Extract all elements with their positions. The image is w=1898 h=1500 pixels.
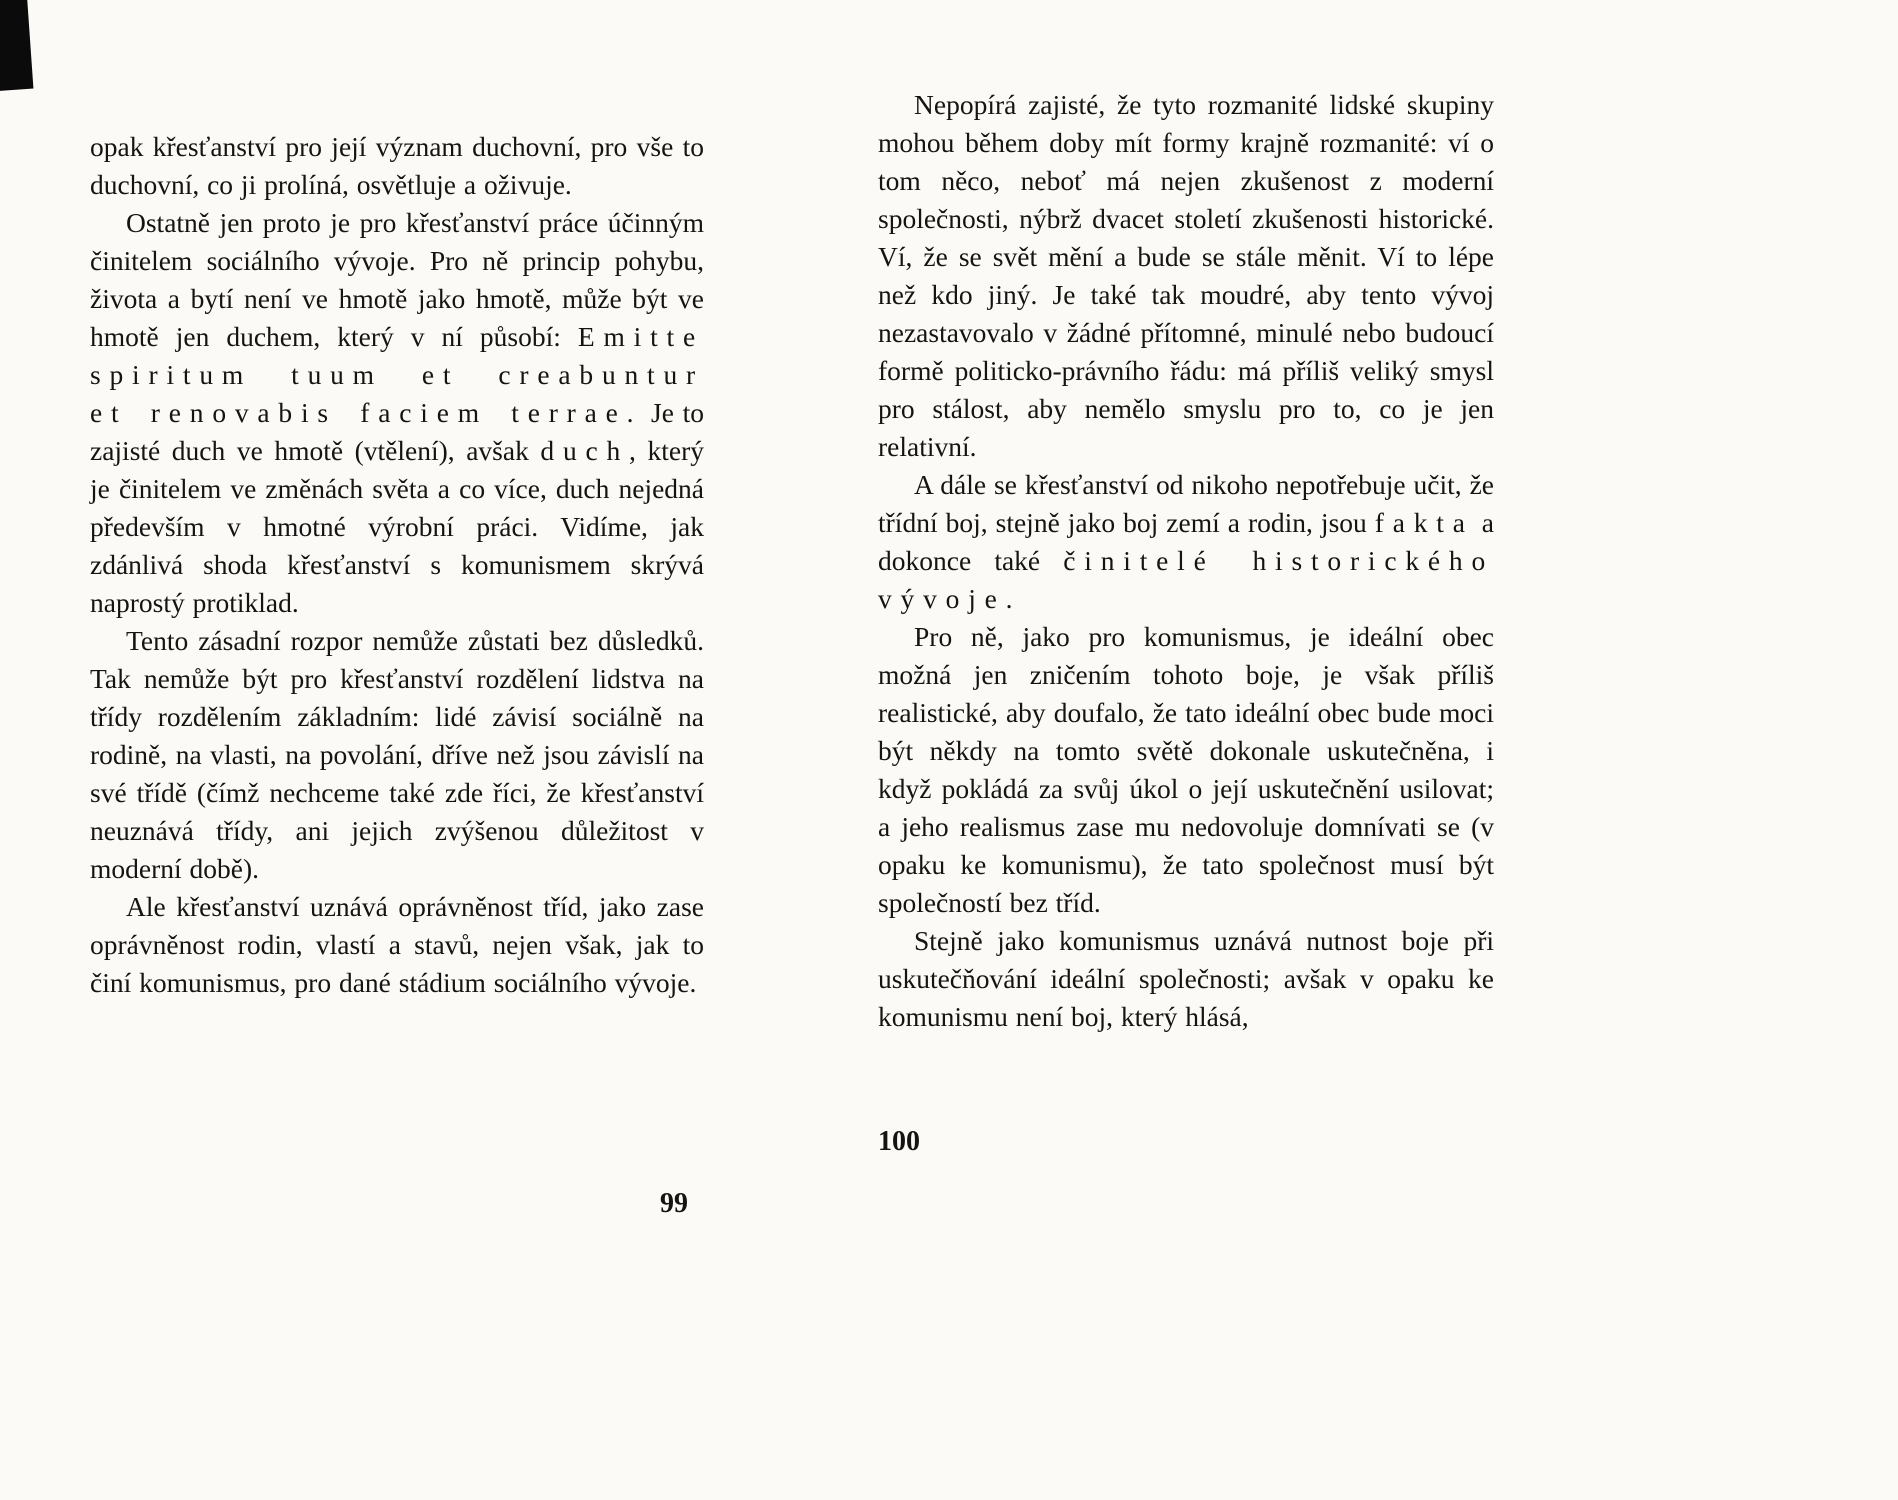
- letterspaced-emphasis-run: činitelé historického vývoje.: [878, 545, 1495, 614]
- paragraph: [90, 622, 704, 888]
- page-left: [90, 128, 704, 1002]
- text-run: Je to zajisté duch ve hmotě (vtělení), avšak: [90, 397, 704, 466]
- paragraph: [90, 128, 704, 204]
- page-number-right: 100: [878, 1126, 920, 1157]
- text-run: Ale křesťanství uznává oprávněnost tříd, jako zase oprávněnost rodin, vlastí a stavů, nejen však, jak to činí komunismus, pro dané stádium sociálního vývoje.: [90, 891, 704, 998]
- text-run: Stejně jako komunismus uznává nutnost boje při uskutečňování ideální společnosti; avšak v opaku ke komunismu není boj, který hlásá,: [878, 925, 1494, 1032]
- text-run: Tento zásadní rozpor nemůže zůstati bez důsledků. Tak nemůže být pro křesťanství rozdělení lidstva na třídy rozdělením základním: lidé závisí sociálně na rodině, na vlasti, na povolání, dříve než jsou závislí na své třídě (čímž nechceme také zde říci, že křesťanství neuznává třídy, ani jejich zvýšenou důležitost v moderní době).: [90, 625, 704, 884]
- text-run: A dále se křesťanství od nikoho nepotřebuje učit, že třídní boj, stejně jako boj zemí a rodin, jsou: [878, 469, 1494, 538]
- text-run: opak křesťanství pro její význam duchovní, pro vše to duchovní, co ji prolíná, osvětluje a oživuje.: [90, 131, 704, 200]
- page-right: [878, 86, 1494, 1036]
- paragraph: [878, 86, 1494, 466]
- paragraph: [878, 618, 1494, 922]
- text-run: , který je činitelem ve změnách světa a co více, duch nejedná především v hmotné výrobní práci. Vidíme, jak zdánlivá shoda křesťanství s komunismem skrývá naprostý protiklad.: [90, 435, 704, 618]
- text-run: Ostatně jen proto je pro křesťanství práce účinným činitelem sociálního vývoje. Pro ně princip pohybu, života a bytí není ve hmotě jako hmotě, může být ve hmotě jen duchem, který v ní působí:: [90, 207, 704, 352]
- text-run: Pro ně, jako pro komunismus, je ideální obec možná jen zničením tohoto boje, je však příliš realistické, aby doufalo, že tato ideální obec bude moci být někdy na tomto světě dokonale uskutečněna, i když pokládá za svůj úkol o její uskutečnění usilovat; a jeho realismus zase mu nedovoluje domnívati se (v opaku ke komunismu), že tato společnost musí být společností bez tříd.: [878, 621, 1494, 918]
- paragraph: [90, 204, 704, 622]
- text-run: Nepopírá zajisté, že tyto rozmanité lidské skupiny mohou během doby mít formy krajně rozmanité: ví o tom něco, neboť má nejen zkušenost z moderní společnosti, nýbrž dvacet století zkušenosti historické. Ví, že se svět mění a bude se stále měnit. Ví to lépe než kdo jiný. Je také tak moudré, aby tento vývoj nezastavovalo v žádné přítomné, minulé nebo budoucí formě politicko-právního řádu: má příliš veliký smysl pro stálost, aby nemělo smyslu pro to, co je jen relativní.: [878, 89, 1494, 462]
- paragraph: [878, 922, 1494, 1036]
- paragraph: [90, 888, 704, 1002]
- text-run: a dokonce také: [878, 507, 1494, 576]
- letterspaced-emphasis-run: Emitte spiritum tuum et creabuntur et renovabis faciem terrae.: [90, 321, 704, 428]
- letterspaced-emphasis-run: fakta: [1374, 507, 1474, 538]
- scan-artifact: [0, 0, 33, 91]
- page-number-left: 99: [660, 1188, 688, 1219]
- paragraph: [878, 466, 1494, 618]
- letterspaced-emphasis-run: duch: [540, 435, 630, 466]
